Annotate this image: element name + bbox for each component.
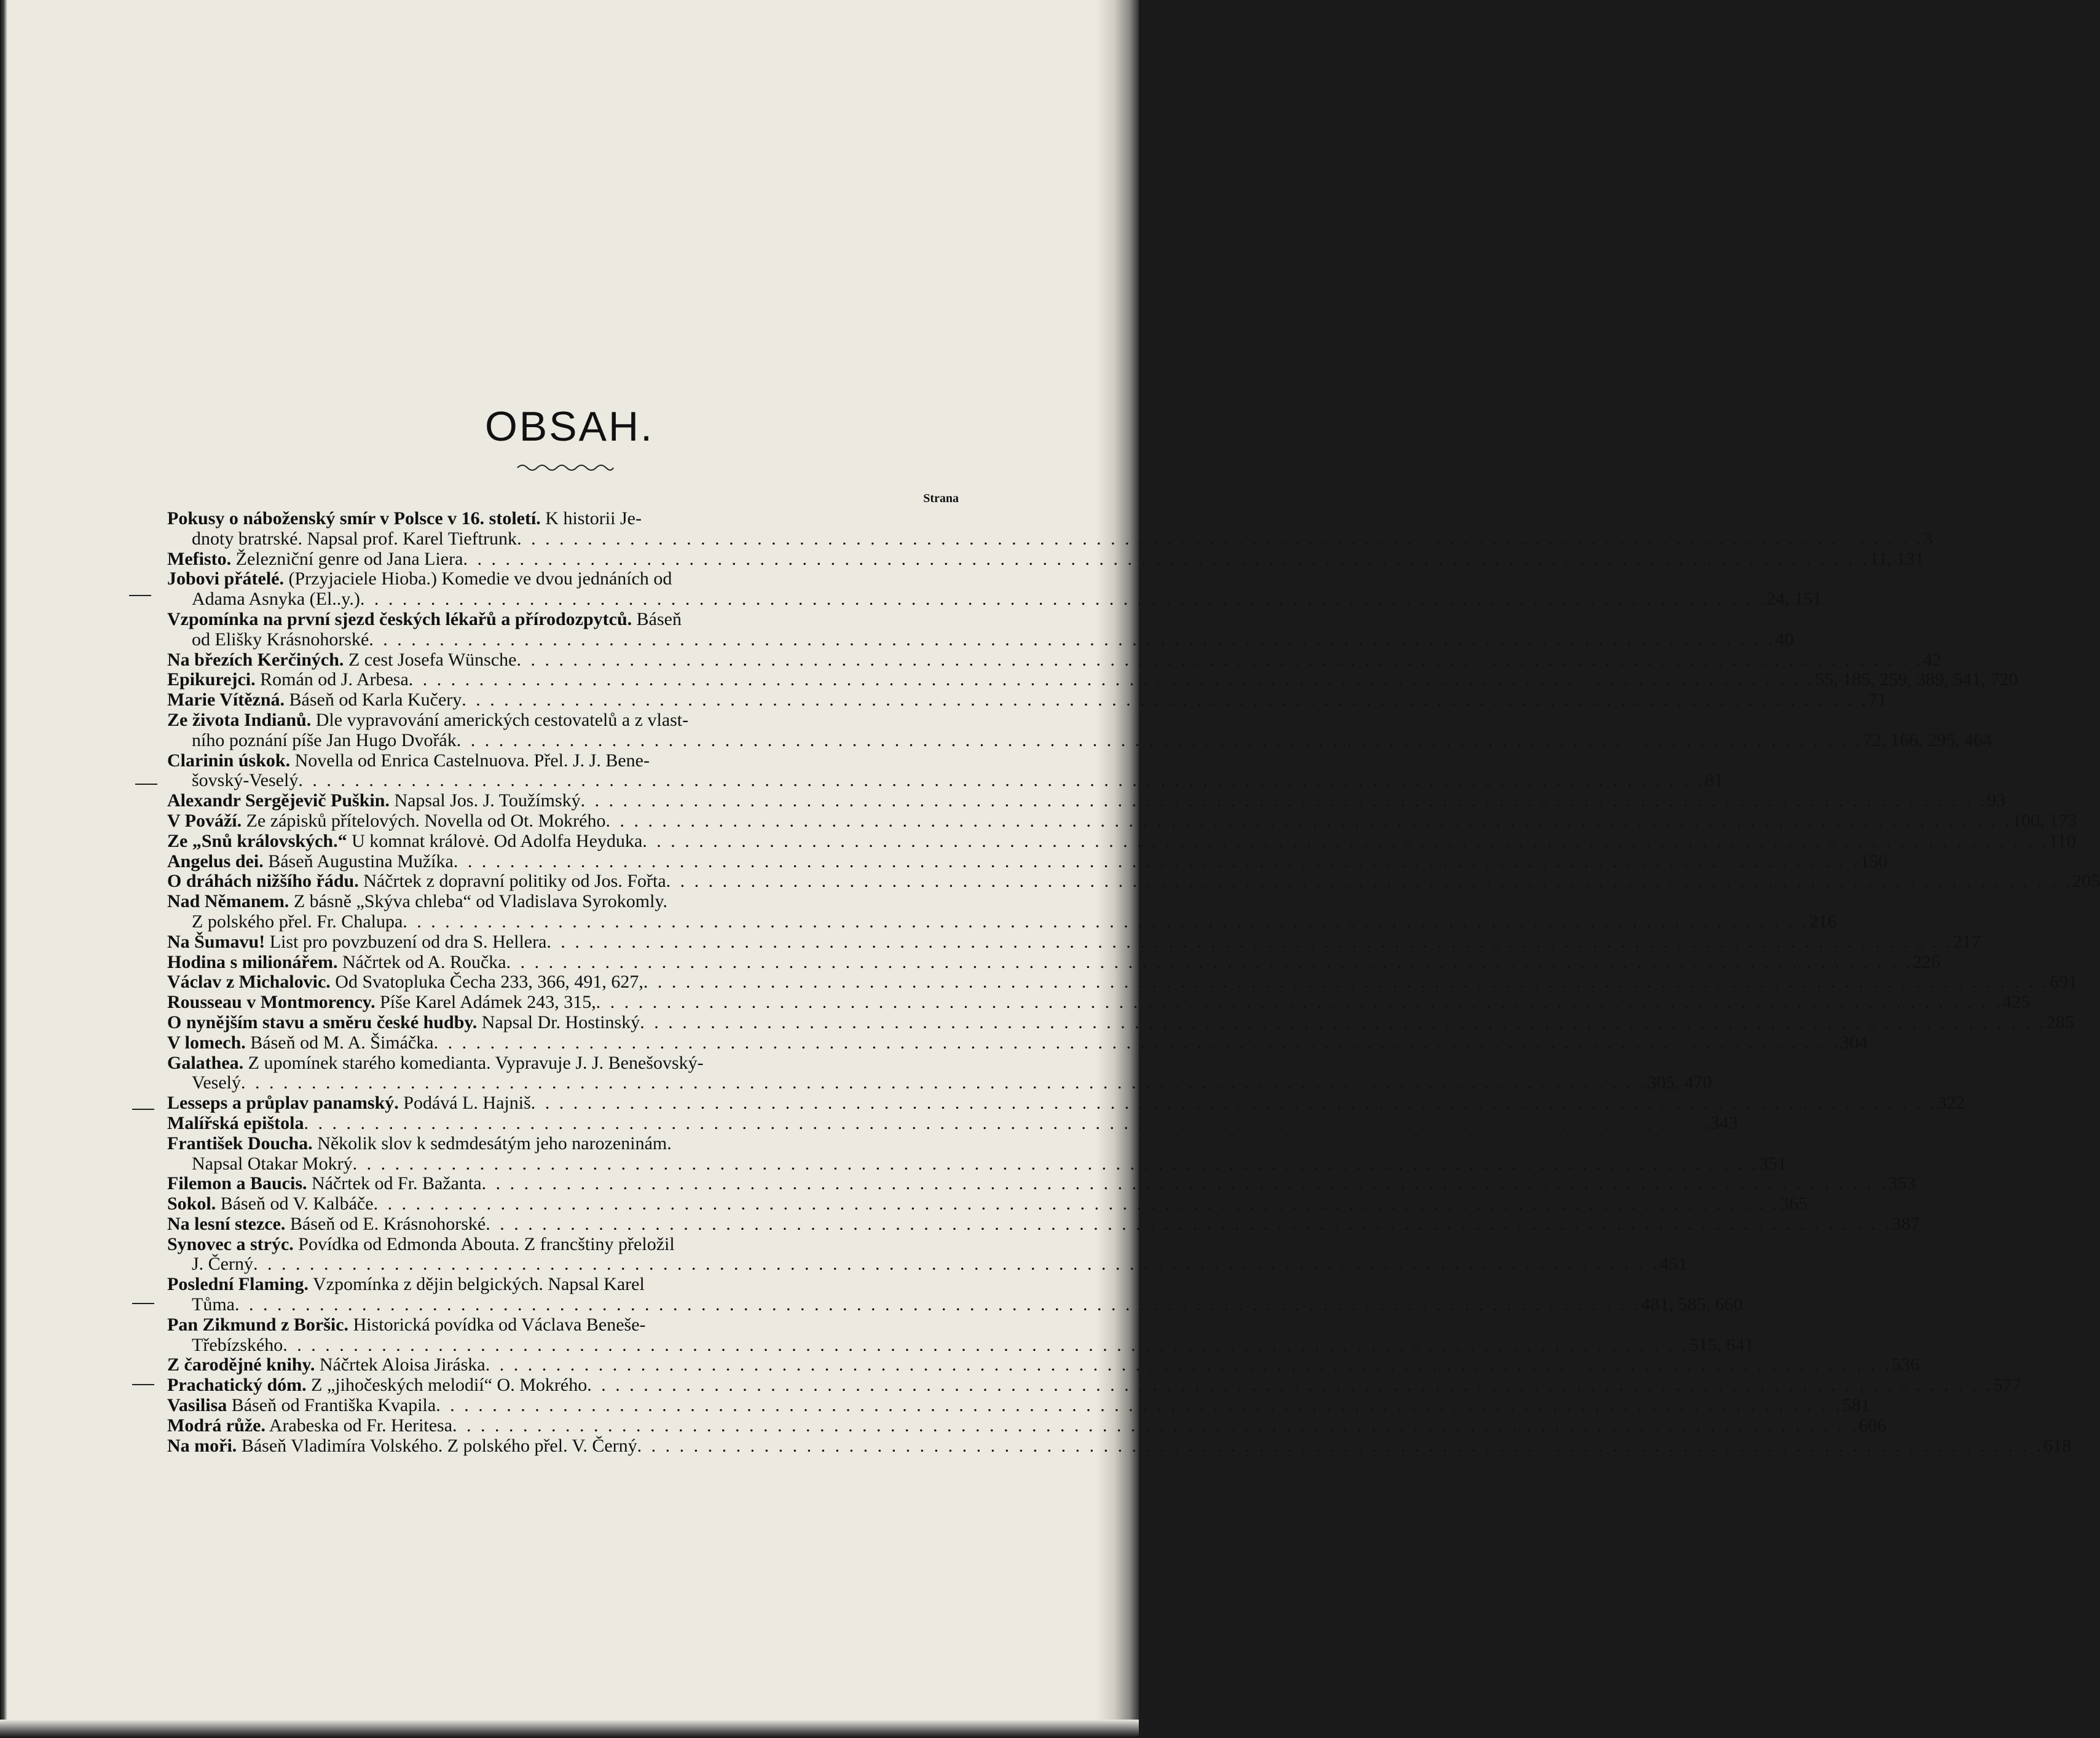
title-ornament [516, 462, 615, 473]
toc-entry-text [192, 1295, 235, 1315]
toc-page-numbers: 150 [1860, 851, 1888, 871]
toc-page-numbers: 515, 641 [1689, 1334, 1754, 1355]
page-left-edge [0, 0, 7, 1738]
toc-entry-text [167, 993, 596, 1013]
dot-leader [454, 852, 1860, 872]
toc-page-numbers: 81 [1704, 770, 1723, 791]
toc-entry-description: Báseň od E. Krásnohorské [285, 1213, 486, 1234]
dot-leader [605, 811, 2012, 832]
toc-page-numbers: 100, 173 [2012, 810, 2077, 831]
dot-leader [642, 832, 2049, 852]
toc-entry-text [167, 509, 961, 529]
toc-entry [167, 830, 2076, 852]
toc-entry-text [192, 1254, 253, 1275]
toc-entry [167, 1213, 1920, 1235]
toc-entry-title: Z čarodějné knihy. [167, 1355, 315, 1375]
toc-page-numbers: 11, 131 [1869, 548, 1924, 569]
toc-entry-title: Filemon a Baucis. [167, 1173, 307, 1194]
toc-entry-title: O nynějším stavu a směru české hudby. [167, 1012, 478, 1032]
toc-page-numbers: 55, 185, 259, 389, 541, 720 [1815, 669, 2018, 690]
toc-entry-text [167, 1174, 482, 1194]
toc-page-numbers: 72, 166, 295, 464 [1863, 729, 1992, 750]
toc-entry-text [167, 1416, 452, 1436]
toc-entry-title: Prachatický dóm. [167, 1375, 307, 1396]
dot-leader [241, 1073, 1648, 1093]
toc-entry-description: Historická povídka od Václava Beneše- [348, 1314, 646, 1335]
toc-entry-title: Poslední Flaming. [167, 1274, 309, 1295]
toc-entry-title: Angelus dei. [167, 851, 264, 871]
toc-entry-title: Vzpomínka na první sjezd českých lékařů a přírodozpytců. [167, 608, 632, 629]
toc-entry [167, 931, 1981, 953]
toc-entry-description: Román od J. Arbesa [255, 669, 409, 690]
toc-entry-description: Náčrtek od A. Roučka [337, 951, 506, 972]
toc-entry-continuation [167, 629, 1794, 650]
dot-leader [486, 1214, 1892, 1235]
toc-entry-continuation [167, 1334, 1754, 1356]
page-title: OBSAH. [485, 403, 654, 450]
toc-entry-text [167, 1093, 531, 1114]
dot-leader [587, 1375, 1994, 1396]
toc-entry-title: Pokusy o náboženský smír v Polsce v 16. století. [167, 508, 541, 529]
toc-entry [167, 548, 1924, 570]
dot-leader [283, 1335, 1689, 1356]
toc-entry-title: Galathea. [167, 1052, 244, 1073]
margin-mark [135, 784, 157, 785]
toc-page-numbers: 691 [2050, 972, 2078, 993]
toc-entry [167, 1415, 1887, 1436]
toc-entry-description: Náčrtek Aloisa Jiráska [315, 1355, 486, 1375]
toc-entry-title: Na březích Kerčiných. [167, 649, 344, 670]
toc-entry-description: (Przyjaciele Hioba.) Komedie ve dvou jednáních od [283, 568, 672, 589]
toc-entry-text [167, 751, 961, 771]
toc-entry-description: K historii Je- [540, 508, 642, 529]
toc-entry [167, 1173, 1916, 1194]
dot-leader [304, 1114, 1711, 1134]
toc-entry-description: Napsal Dr. Hostinský [477, 1012, 640, 1032]
toc-entry-description: Povídka od Edmonda Abouta. Z francštiny přeložil [293, 1233, 675, 1254]
toc-entry-description: Novella od Enrica Castelnuova. Přel. J. J. Bene- [290, 750, 650, 771]
toc-entry-text [167, 610, 961, 630]
toc-entry [167, 1355, 1920, 1375]
toc-page-numbers: 351 [1759, 1153, 1787, 1174]
toc-entry-description: Arabeska od Fr. Heritesa [265, 1415, 453, 1436]
toc-entry-description: Náčrtek od Fr. Bažanta [307, 1173, 482, 1194]
dot-leader [434, 1033, 1841, 1053]
toc-entry-description: Báseň od Karla Kučery [285, 690, 462, 710]
dot-leader [436, 1396, 1842, 1416]
toc-entry-description: Báseň [632, 608, 682, 629]
toc-page-numbers: 93 [1987, 790, 2006, 811]
toc-entry-title: Lesseps a průplav panamský. [167, 1093, 399, 1114]
toc-page-numbers: 24, 151 [1766, 589, 1822, 610]
dot-leader [517, 529, 1924, 549]
dot-leader [482, 1174, 1889, 1194]
dot-leader [235, 1295, 1642, 1315]
toc-entry-text [167, 1375, 587, 1396]
toc-entry-title: Ze života Indianů. [167, 709, 312, 730]
toc-entry [167, 972, 2078, 993]
toc-page-numbers: 42 [1922, 649, 1941, 670]
toc-page-numbers: 481, 585, 660 [1641, 1294, 1743, 1315]
toc-entry-text [167, 1194, 374, 1214]
toc-page-numbers: 606 [1858, 1415, 1887, 1436]
toc-entry-text [167, 1436, 637, 1457]
toc-entry-text [192, 771, 298, 791]
toc-entry-description: Několik slov k sedmdesátým jeho narozeninám. [312, 1133, 672, 1154]
toc-page-numbers: 425 [2002, 992, 2031, 1013]
toc-entry-description: šovský-Veselý [192, 770, 299, 791]
toc-page-numbers: 3 [1923, 528, 1933, 549]
dot-leader [374, 1194, 1780, 1214]
toc-entry-continuation [167, 1153, 1787, 1174]
dot-leader [581, 791, 1988, 811]
toc-entry-description: Napsal Jos. J. Toužímský [389, 790, 581, 811]
dot-leader [403, 912, 1809, 932]
toc-entry [167, 1193, 1808, 1214]
toc-entry [167, 1315, 961, 1335]
toc-entry-title: Rousseau v Montmorency. [167, 992, 376, 1013]
toc-entry-text [167, 1134, 961, 1154]
toc-entry-description: Vzpomínka z dějin belgických. Napsal Karel [309, 1274, 645, 1295]
toc-entry-text [167, 1033, 434, 1053]
toc-entry-title: O dráhách nižšího řádu. [167, 871, 359, 892]
toc-entry-title: Ze „Snů královských.“ [167, 830, 347, 851]
dot-leader [516, 650, 1923, 670]
toc-entry-description: Náčrtek z dopravní politiky od Jos. Fořta [358, 871, 666, 892]
toc-page-numbers: 285 [2046, 1012, 2074, 1032]
toc-entry-text [167, 832, 642, 852]
toc-page-numbers: 387 [1892, 1213, 1920, 1234]
toc-entry-description: Veselý [192, 1072, 241, 1093]
toc-page-numbers: 618 [2043, 1435, 2072, 1456]
dot-leader [643, 972, 2050, 993]
toc-entry-continuation [167, 770, 1723, 791]
dot-leader [531, 1093, 1938, 1114]
toc-entry-description: Z „jihočeských melodií“ O. Mokrého [306, 1375, 588, 1396]
toc-page-numbers: 71 [1868, 690, 1887, 710]
page-column-label: Strana [923, 492, 959, 505]
toc-entry-description: Z básně „Skýva chleba“ od Vladislava Syrokomly. [289, 891, 668, 912]
toc-entry-text [167, 1235, 961, 1255]
toc-entry-text [192, 630, 369, 650]
toc-page-numbers: 226 [1913, 951, 1941, 972]
toc-entry-description: Napsal Otakar Mokrý [192, 1153, 353, 1174]
toc-entry-description: Tůma [192, 1294, 235, 1315]
toc-entry-description: Podává L. Hajniš [398, 1093, 531, 1114]
toc-entry [167, 1134, 961, 1154]
toc-entry-description: Z upomínek starého komedianta. Vypravuje J. J. Benešovský- [243, 1052, 704, 1073]
toc-entry [167, 1053, 961, 1074]
toc-entry-title: Vasilisa [167, 1395, 227, 1416]
toc-entry-description: Báseň Vladimíra Volského. Z polského přel. V. Černý [237, 1435, 637, 1456]
toc-entry-title: Na moři. [167, 1435, 237, 1456]
toc-entry-text [192, 1154, 353, 1174]
toc-entry-description: ního poznání píše Jan Hugo Dvořák [192, 729, 457, 750]
toc-entry-description: Adama Asnyka (El..y.) [192, 589, 360, 610]
toc-entry-description: Železniční genre od Jana Liera [231, 548, 463, 569]
dot-leader [462, 690, 1868, 710]
toc-entry-description: Ze zápisků přítelových. Novella od Ot. Mokrého [242, 810, 606, 831]
toc-entry-continuation [167, 1254, 1688, 1275]
toc-entry-text [192, 912, 403, 932]
toc-entry-title: Marie Vítězná. [167, 690, 285, 710]
dot-leader [298, 771, 1705, 791]
toc-entry-description: od Elišky Krásnohorské [192, 629, 369, 650]
toc-entry [167, 851, 1888, 872]
toc-entry [167, 669, 2018, 690]
toc-page-numbers: 451 [1659, 1254, 1688, 1275]
toc-entry [167, 1435, 2072, 1457]
toc-entry-text [167, 650, 516, 670]
toc-page-numbers: 304 [1840, 1032, 1868, 1053]
toc-entry-text [167, 1396, 436, 1416]
toc-entry-continuation [167, 911, 1837, 932]
toc-entry-title: V Pováží. [167, 810, 242, 831]
toc-entry [167, 790, 2006, 811]
dot-leader [463, 549, 1870, 570]
toc-entry-title: Na Šumavu! [167, 931, 265, 952]
toc-entry-description: Z cest Josefa Wünsche [344, 649, 517, 670]
toc-entry-text [167, 791, 581, 811]
toc-page-numbers: 365 [1780, 1193, 1808, 1214]
margin-mark [132, 1109, 154, 1110]
toc-entry-text [167, 1355, 486, 1375]
toc-entry-text [192, 589, 360, 610]
dot-leader [409, 670, 1815, 690]
toc-entry-text [167, 549, 463, 570]
toc-page-numbers: 343 [1710, 1112, 1738, 1133]
toc-entry [167, 1235, 961, 1255]
toc-entry-text [192, 1073, 241, 1093]
toc-entry [167, 690, 1887, 710]
toc-entry-description: Báseň od M. A. Šimáčka [245, 1032, 434, 1053]
toc-entry [167, 569, 961, 589]
toc-entry-description: Báseň Augustina Mužíka [263, 851, 454, 871]
toc-entry-title: V lomech. [167, 1032, 246, 1053]
dot-leader [546, 932, 1953, 953]
toc-entry-text [167, 953, 506, 973]
toc-page-numbers: 322 [1937, 1093, 1965, 1114]
toc-entry [167, 951, 1941, 973]
dot-leader [506, 953, 1913, 973]
toc-entry-title: Alexandr Sergějevič Puškin. [167, 790, 390, 811]
toc-entry [167, 1395, 1870, 1416]
toc-entry-description: dnoty bratrské. Napsal prof. Karel Tieftrunk [192, 528, 517, 549]
toc-entry [167, 649, 1941, 670]
page-bottom-edge [0, 1720, 1139, 1738]
dot-leader [457, 731, 1863, 751]
toc-entry-text [192, 529, 517, 549]
toc-entry-description: Báseň od Františka Kvapila [227, 1395, 436, 1416]
toc-entry-description: Z polského přel. Fr. Chalupa [192, 911, 403, 932]
margin-mark [129, 595, 151, 596]
dot-leader [596, 993, 2003, 1013]
toc-entry [167, 871, 2100, 892]
toc-entry [167, 1012, 2074, 1033]
toc-page-numbers: 581 [1842, 1395, 1870, 1416]
toc-entry [167, 1112, 1738, 1134]
toc-entry-title: Jobovi přátelé. [167, 568, 284, 589]
toc-entry [167, 509, 961, 529]
dot-leader [452, 1416, 1859, 1436]
toc-entry [167, 1375, 2021, 1396]
toc-page-numbers: 577 [1993, 1375, 2021, 1396]
toc-entry-title: Modrá růže. [167, 1415, 265, 1436]
toc-entry-text [167, 1214, 486, 1235]
toc-entry-title: Hodina s milionářem. [167, 951, 338, 972]
toc-entry-title: Clarinin úskok. [167, 750, 291, 771]
toc-entry-title: Na lesní stezce. [167, 1213, 286, 1234]
toc-entry-text [167, 892, 961, 912]
toc-page-numbers: 217 [1953, 931, 1981, 952]
toc-entry-continuation [167, 1072, 1712, 1093]
toc-entry [167, 751, 961, 771]
dot-leader [353, 1154, 1760, 1174]
margin-mark [132, 1303, 154, 1304]
toc-entry-title: Václav z Michalovic. [167, 972, 331, 993]
toc-entry-text [167, 811, 605, 832]
toc-entry-text [167, 1315, 961, 1335]
toc-entry-text [167, 852, 454, 872]
margin-mark [132, 1384, 154, 1385]
toc-entry-continuation [167, 589, 1822, 610]
toc-entry-text [167, 569, 961, 589]
toc-entry-text [167, 710, 961, 731]
toc-entry-description: List pro povzbuzení od dra S. Hellera [265, 931, 547, 952]
toc-entry-text [192, 1335, 283, 1356]
toc-entry-description: J. Černý [192, 1254, 253, 1275]
toc-entry-title: Sokol. [167, 1193, 216, 1214]
toc-page-numbers: 216 [1809, 911, 1837, 932]
toc-entry [167, 610, 961, 630]
toc-entry-continuation [167, 729, 1992, 751]
toc-entry-description: Dle vypravování amerických cestovatelů a z vlast- [311, 709, 689, 730]
dot-leader [360, 589, 1767, 610]
toc-entry-text [167, 1275, 961, 1295]
toc-page-numbers: 353 [1888, 1173, 1916, 1194]
toc-entry-text [192, 731, 457, 751]
toc-entry-description: Píše Karel Adámek 243, 315, [375, 992, 596, 1013]
toc-entry-continuation [167, 528, 1933, 549]
toc-entry-title: Pan Zikmund z Boršic. [167, 1314, 349, 1335]
table-of-contents [167, 508, 2100, 1456]
toc-page-numbers: 110 [2048, 830, 2076, 851]
toc-entry-text [167, 932, 546, 953]
dot-leader [253, 1254, 1660, 1275]
toc-entry-title: František Doucha. [167, 1133, 313, 1154]
toc-entry [167, 1032, 1868, 1053]
toc-entry [167, 892, 961, 912]
toc-entry-description: U komnat královė. Od Adolfa Heyduka [347, 830, 643, 851]
toc-entry-title: Malířská epištola [167, 1112, 304, 1133]
toc-entry-title: Synovec a strýc. [167, 1233, 294, 1254]
toc-entry-text [167, 690, 462, 710]
toc-entry-description: Třebízského [192, 1334, 283, 1355]
toc-entry-continuation [167, 1294, 1743, 1315]
toc-entry-title: Epikurejci. [167, 669, 256, 690]
toc-entry-title: Mefisto. [167, 548, 232, 569]
toc-page-numbers: 305, 470 [1647, 1072, 1712, 1093]
toc-entry [167, 992, 2031, 1013]
toc-entry-text [167, 871, 666, 892]
toc-entry-description: Báseň od V. Kalbáče [216, 1193, 374, 1214]
toc-entry-text [167, 1053, 961, 1074]
toc-entry-text [167, 1013, 640, 1033]
toc-page-numbers: 536 [1892, 1355, 1920, 1375]
toc-entry-description: Od Svatopluka Čecha 233, 366, 491, 627, [330, 972, 643, 993]
dot-leader [640, 1013, 2047, 1033]
toc-entry-text [167, 670, 409, 690]
dot-leader [666, 871, 2073, 892]
toc-entry [167, 810, 2077, 832]
toc-entry-title: Nad Němanem. [167, 891, 289, 912]
toc-page-numbers: 205 [2072, 871, 2100, 892]
toc-page-numbers: 40 [1775, 629, 1794, 650]
toc-entry [167, 1093, 1965, 1114]
toc-entry-text [167, 972, 643, 993]
dot-leader [369, 630, 1776, 650]
dot-leader [486, 1355, 1892, 1375]
toc-entry [167, 1275, 961, 1295]
toc-entry [167, 710, 961, 731]
dot-leader [637, 1436, 2044, 1457]
toc-entry-text [167, 1114, 304, 1134]
